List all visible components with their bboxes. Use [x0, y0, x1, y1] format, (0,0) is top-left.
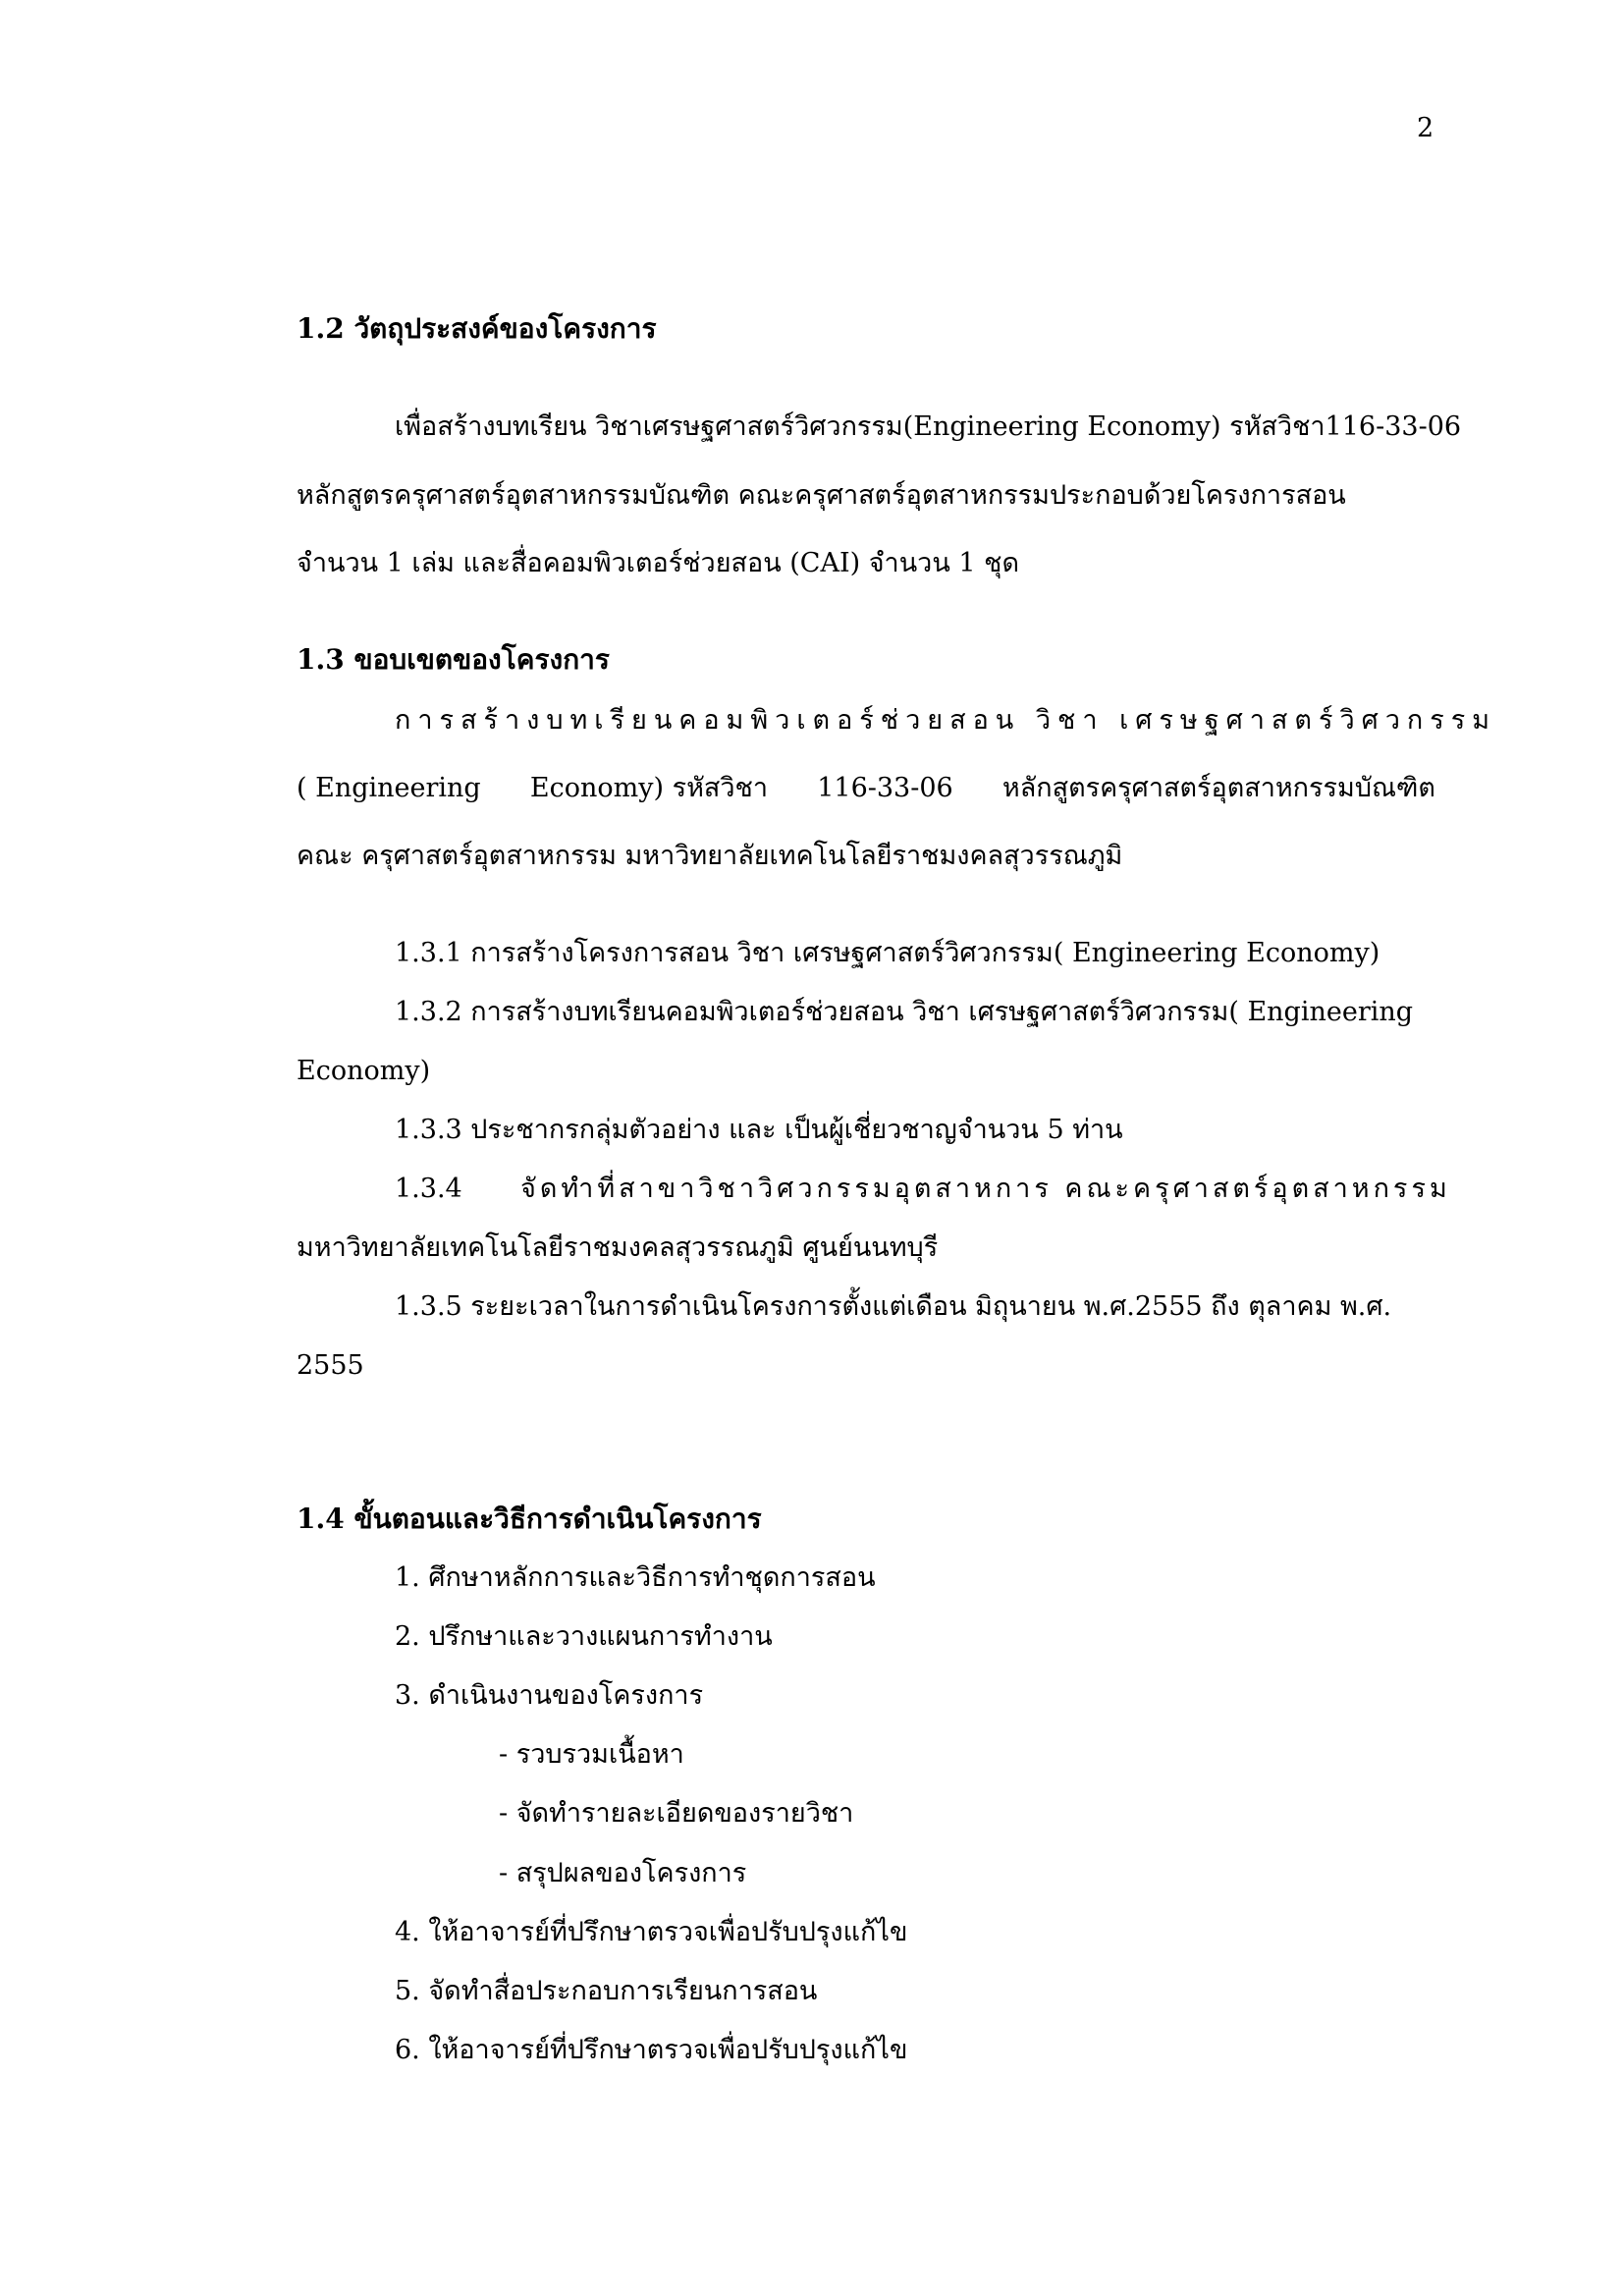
procedure-step: 1. ศึกษาหลักการและวิธีการทำชุดการสอน [395, 1562, 876, 1593]
procedure-substep: - จัดทำรายละเอียดของรายวิชา [499, 1798, 854, 1829]
procedure-substep: - สรุปผลของโครงการ [499, 1858, 747, 1888]
section-heading-procedure: 1.4 ขั้นตอนและวิธีการดำเนินโครงการ [297, 1503, 762, 1535]
procedure-substep: - รวบรวมเนื้อหา [499, 1739, 684, 1770]
procedure-step: 2. ปรึกษาและวางแผนการทำงาน [395, 1621, 773, 1652]
scope-item-continuation: 2555 [297, 1350, 364, 1381]
section-heading-objectives: 1.2 วัตถุประสงค์ของโครงการ [297, 312, 657, 345]
scope-item-continuation: มหาวิทยาลัยเทคโนโลยีราชมงคลสุวรรณภูมิ ศูนย์นนทบุรี [297, 1232, 939, 1263]
scope-item-continuation: Economy) [297, 1056, 431, 1086]
procedure-step: 6. ให้อาจารย์ที่ปรึกษาตรวจเพื่อปรับปรุงแก้ไข [395, 2035, 908, 2065]
scope-item: 1.3.3 ประชากรกลุ่มตัวอย่าง และ เป็นผู้เชี่ยวชาญจำนวน 5 ท่าน [395, 1115, 1123, 1145]
scope-item: 1.3.5 ระยะเวลาในการดำเนินโครงการตั้งแต่เดือน มิถุนายน พ.ศ.2555 ถึง ตุลาคม พ.ศ. [395, 1291, 1392, 1322]
procedure-step: 3. ดำเนินงานของโครงการ [395, 1680, 704, 1711]
procedure-step: 5. จัดทำสื่อประกอบการเรียนการสอน [395, 1976, 818, 2006]
paragraph-line: เพื่อสร้างบทเรียน วิชาเศรษฐศาสตร์วิศวกรรม(Engineering Economy) รหัสวิชา116-33-06 [395, 411, 1462, 442]
paragraph-line: จำนวน 1 เล่ม และสื่อคอมพิวเตอร์ช่วยสอน (CAI) จำนวน 1 ชุด [297, 548, 1019, 578]
scope-item: จัดทำที่สาขาวิชาวิศวกรรมอุตสาหการ คณะครุศาสตร์อุตสาหกรรม [520, 1174, 1451, 1204]
scope-item: 1.3.1 การสร้างโครงการสอน วิชา เศรษฐศาสตร์วิศวกรรม( Engineering Economy) [395, 938, 1380, 968]
paragraph-line: หลักสูตรครุศาสตร์อุตสาหกรรมบัณฑิต คณะครุศาสตร์อุตสาหกรรมประกอบด้วยโครงการสอน [297, 480, 1346, 511]
text-segment: หลักสูตรครุศาสตร์อุตสาหกรรมบัณฑิต [1001, 773, 1435, 803]
paragraph-line: การสร้างบทเรียนคอมพิวเตอร์ช่วยสอน วิชา เศรษฐศาสตร์วิศวกรรม [395, 705, 1497, 736]
scope-item-number: 1.3.4 [395, 1174, 462, 1204]
text-segment: Economy) รหัสวิชา [529, 773, 769, 803]
section-heading-scope: 1.3 ขอบเขตของโครงการ [297, 643, 610, 676]
page-number: 2 [1417, 113, 1434, 143]
text-segment: 116-33-06 [817, 773, 953, 803]
procedure-step: 4. ให้อาจารย์ที่ปรึกษาตรวจเพื่อปรับปรุงแก้ไข [395, 1917, 908, 1947]
paragraph-line-justified [297, 772, 1435, 805]
paragraph-line: คณะ ครุศาสตร์อุตสาหกรรม มหาวิทยาลัยเทคโนโลยีราชมงคลสุวรรณภูมิ [297, 841, 1123, 871]
text-segment: ( Engineering [297, 773, 481, 803]
scope-item: 1.3.2 การสร้างบทเรียนคอมพิวเตอร์ช่วยสอน วิชา เศรษฐศาสตร์วิศวกรรม( Engineering [395, 997, 1414, 1027]
